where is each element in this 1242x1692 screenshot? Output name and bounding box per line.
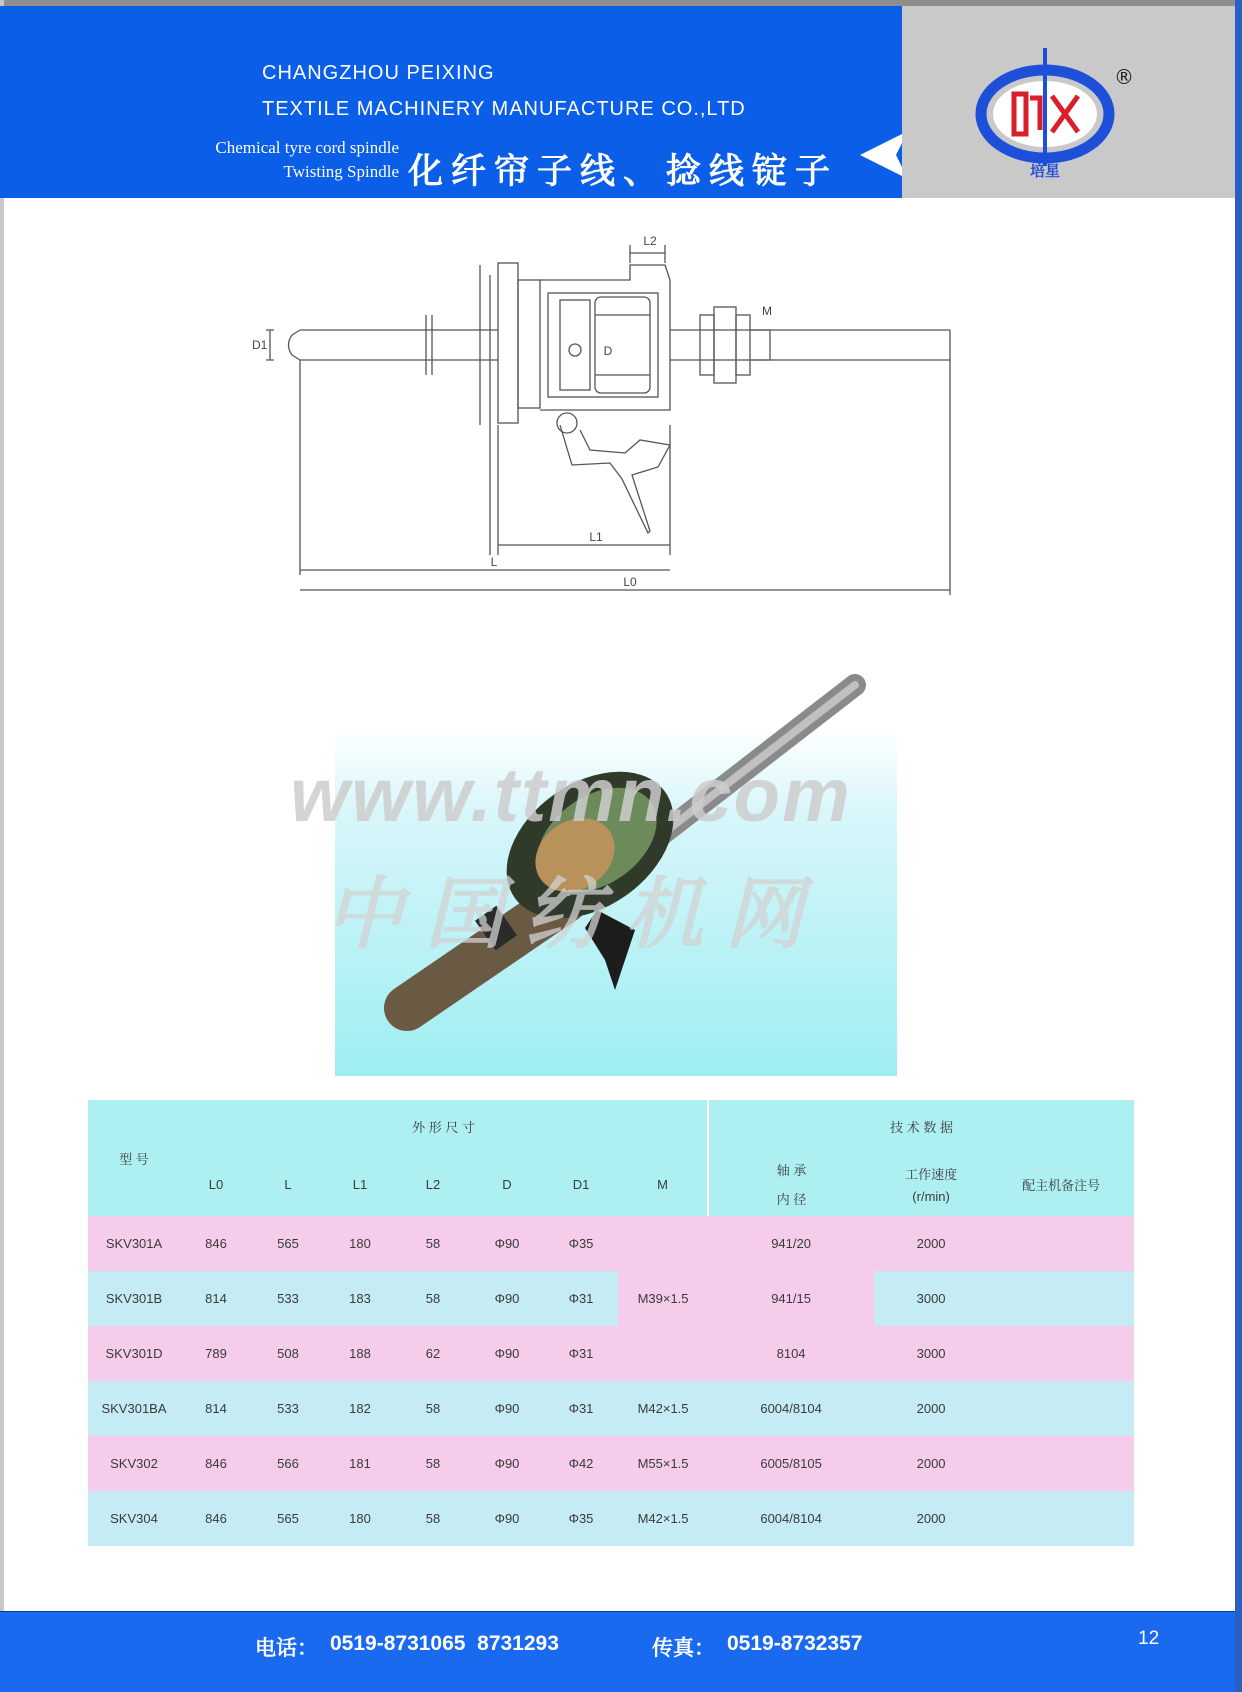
header-speed-line1: 工作速度	[905, 1167, 958, 1182]
registered-mark: ®	[1114, 65, 1134, 89]
table-row	[88, 1381, 1134, 1436]
header-bearing	[708, 1152, 874, 1216]
cell-note	[988, 1381, 1134, 1436]
cell-l0: 846	[180, 1436, 252, 1491]
header-tech-group: 技 术 数 据	[708, 1100, 1134, 1152]
housing-flange	[498, 263, 518, 423]
spool-left	[560, 300, 590, 390]
cell-l0: 846	[180, 1491, 252, 1546]
technical-drawing	[230, 235, 970, 605]
table-row	[88, 1326, 1134, 1381]
label-l: L	[490, 555, 498, 569]
latch-pivot	[557, 413, 577, 433]
cell-speed: 2000	[874, 1381, 988, 1436]
footer-tel-label: 电话：	[255, 1637, 318, 1660]
cell-l: 565	[252, 1491, 324, 1546]
cell-note	[988, 1271, 1134, 1326]
shaft-break-mark	[426, 315, 432, 375]
label-l0: L0	[623, 575, 637, 589]
cell-d: Φ90	[470, 1491, 544, 1546]
watermark-url: www.ttmn.com	[290, 753, 852, 838]
cell-l: 565	[252, 1216, 324, 1271]
cell-l1: 181	[324, 1436, 396, 1491]
cell-model: SKV301B	[88, 1271, 180, 1326]
cell-bearing: 941/15	[708, 1271, 874, 1326]
cell-l2: 58	[396, 1491, 470, 1546]
arrow-left-icon	[860, 131, 908, 179]
cell-bearing: 6005/8105	[708, 1436, 874, 1491]
cell-m: M55×1.5	[618, 1436, 708, 1491]
footer-fax-label: 传真：	[652, 1637, 715, 1660]
nut-a	[700, 315, 714, 375]
page-number: 12	[1138, 1628, 1160, 1649]
cell-d1: Φ35	[544, 1491, 618, 1546]
cell-d1: Φ31	[544, 1381, 618, 1436]
cell-l1: 183	[324, 1271, 396, 1326]
header-l0: L0	[180, 1152, 252, 1216]
cell-m: M42×1.5	[618, 1381, 708, 1436]
cell-l1: 180	[324, 1216, 396, 1271]
cell-d: Φ90	[470, 1436, 544, 1491]
cell-model: SKV301BA	[88, 1381, 180, 1436]
cell-m-merged: M39×1.5	[618, 1216, 708, 1381]
cell-l0: 814	[180, 1271, 252, 1326]
cell-bearing: 6004/8104	[708, 1381, 874, 1436]
header-speed	[874, 1152, 988, 1216]
cell-note	[988, 1216, 1134, 1271]
label-l2: L2	[643, 235, 657, 248]
left-border	[0, 0, 4, 1692]
label-m: M	[762, 304, 772, 318]
logo-panel	[902, 6, 1235, 198]
cell-d1: Φ35	[544, 1216, 618, 1271]
nut-c	[736, 315, 750, 375]
header-d1: D1	[544, 1152, 618, 1216]
cell-d: Φ90	[470, 1326, 544, 1381]
header-speed-line2: (r/min)	[912, 1189, 950, 1204]
pin-circle	[569, 344, 581, 356]
cell-l: 508	[252, 1326, 324, 1381]
cell-bearing: 6004/8104	[708, 1491, 874, 1546]
cell-speed: 3000	[874, 1271, 988, 1326]
company-name-line1: CHANGZHOU PEIXING	[262, 62, 495, 84]
cell-model: SKV302	[88, 1436, 180, 1491]
header-bearing-line2: 内 径	[776, 1192, 807, 1207]
company-logo	[902, 6, 1235, 198]
table-row	[88, 1491, 1134, 1546]
shaft-left	[289, 330, 499, 360]
cell-l: 566	[252, 1436, 324, 1491]
housing-flange-inner	[518, 280, 540, 408]
header-bearing-line1: 轴 承	[776, 1163, 807, 1178]
cell-d1: Φ31	[544, 1326, 618, 1381]
cell-d: Φ90	[470, 1381, 544, 1436]
shaft-right	[700, 330, 950, 360]
footer-tel-numbers: 0519-8731065 8731293	[330, 1632, 559, 1655]
table-row	[88, 1216, 1134, 1271]
cell-l2: 58	[396, 1436, 470, 1491]
cell-bearing: 941/20	[708, 1216, 874, 1271]
cell-note	[988, 1436, 1134, 1491]
footer-bar	[0, 1612, 1235, 1692]
header-l1: L1	[324, 1152, 396, 1216]
company-name-line2: TEXTILE MACHINERY MANUFACTURE CO.,LTD	[262, 98, 746, 120]
cell-model: SKV301A	[88, 1216, 180, 1271]
cell-l: 533	[252, 1271, 324, 1326]
cell-l2: 58	[396, 1381, 470, 1436]
cell-l2: 58	[396, 1271, 470, 1326]
cell-speed: 2000	[874, 1491, 988, 1546]
cell-d: Φ90	[470, 1216, 544, 1271]
spec-table	[88, 1100, 1134, 1546]
cell-m: M42×1.5	[618, 1491, 708, 1546]
label-l1: L1	[589, 530, 603, 544]
lever-handle	[560, 425, 670, 533]
cell-speed: 2000	[874, 1436, 988, 1491]
header-model: 型 号	[88, 1100, 180, 1216]
cell-speed: 2000	[874, 1216, 988, 1271]
cell-d: Φ90	[470, 1271, 544, 1326]
cell-bearing: 8104	[708, 1326, 874, 1381]
header-m: M	[618, 1152, 708, 1216]
cell-note	[988, 1326, 1134, 1381]
cell-l1: 180	[324, 1491, 396, 1546]
watermark-chinese: 中国纺机网	[325, 870, 826, 960]
header-note: 配主机备注号	[988, 1152, 1134, 1216]
cell-l2: 62	[396, 1326, 470, 1381]
product-english-line2: Twisting Spindle	[283, 162, 399, 181]
cell-speed: 3000	[874, 1326, 988, 1381]
label-d1: D1	[252, 338, 268, 352]
extension-lines-right	[630, 245, 950, 595]
cell-l2: 58	[396, 1216, 470, 1271]
table-row	[88, 1271, 1134, 1326]
extension-lines-left	[300, 275, 498, 575]
header-banner	[0, 6, 902, 198]
cell-d1: Φ31	[544, 1271, 618, 1326]
neck	[670, 330, 700, 360]
label-d: D	[603, 344, 613, 358]
header-l2: L2	[396, 1152, 470, 1216]
logo-text: 培星	[1029, 162, 1061, 180]
cell-l1: 182	[324, 1381, 396, 1436]
cell-d1: Φ42	[544, 1436, 618, 1491]
nut-b	[714, 307, 736, 383]
cell-l0: 814	[180, 1381, 252, 1436]
right-border	[1235, 0, 1242, 1692]
cell-model: SKV301D	[88, 1326, 180, 1381]
cell-model: SKV304	[88, 1491, 180, 1546]
footer-fax-number: 0519-8732357	[727, 1632, 863, 1655]
cell-l0: 846	[180, 1216, 252, 1271]
nut-end	[750, 330, 770, 360]
cell-l1: 188	[324, 1326, 396, 1381]
table-row	[88, 1436, 1134, 1491]
cell-l0: 789	[180, 1326, 252, 1381]
product-chinese-title: 化纤帘子线、捻线锭子	[408, 151, 839, 192]
header-d: D	[470, 1152, 544, 1216]
header-dims-group: 外 形 尺 寸	[180, 1100, 708, 1152]
cell-note	[988, 1491, 1134, 1546]
product-english-line1: Chemical tyre cord spindle	[215, 138, 399, 157]
cell-l: 533	[252, 1381, 324, 1436]
header-l: L	[252, 1152, 324, 1216]
